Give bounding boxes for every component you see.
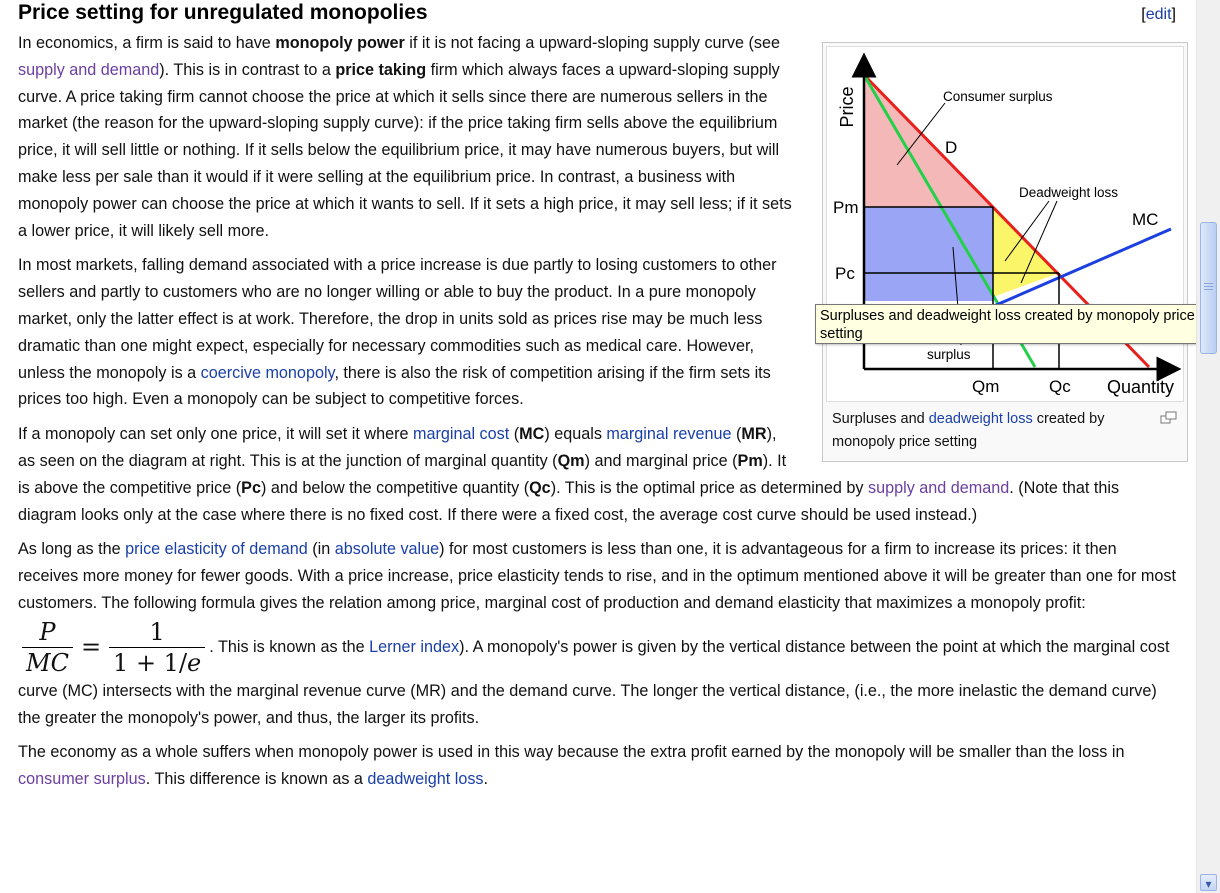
monopoly-diagram[interactable] <box>826 46 1184 402</box>
demand-label: D <box>945 138 958 157</box>
quantity-axis-label: Quantity <box>1107 377 1175 397</box>
deadweight-loss-label: Deadweight loss <box>1019 185 1119 200</box>
producer-surplus-region <box>864 207 993 301</box>
marginal-revenue-link[interactable]: marginal revenue <box>606 425 732 444</box>
figure-tooltip: Surpluses and deadweight loss created by monopoly price setting <box>815 304 1217 344</box>
section-heading-row <box>18 0 1176 30</box>
magnify-clip-icon[interactable] <box>1160 410 1178 424</box>
coercive-monopoly-link[interactable]: coercive monopoly <box>200 363 335 382</box>
price-elasticity-link[interactable]: price elasticity of demand <box>125 540 308 559</box>
marginal-cost-link[interactable]: marginal cost <box>412 425 510 444</box>
qc-label: Qc <box>1049 377 1071 396</box>
pm-label: Pm <box>833 198 859 217</box>
pc-label: Pc <box>835 264 855 283</box>
edit-link[interactable]: edit <box>1145 6 1172 23</box>
paragraph-2: In most markets, falling demand associated with a price increase is due partly to losing customers to other sellers and partly to customers who are no longer willing or able to buy the product. In a pure monopoly market, only the latter effect is at work. Therefore, the drop in units sold as prices rise may be much less dramatic than one might expect, especially for necessary commodities such as medical care. However, unless the monopoly is a coercive monopoly, there is also the risk of competition arising if the firm sets its prices too high. Even a monopoly can be subject to competitive forces. <box>18 256 777 409</box>
qm-label: Qm <box>972 377 1000 396</box>
price-axis-label: Price <box>837 86 857 128</box>
paragraph-5: The economy as a whole suffers when monopoly power is used in this way because the extra profit earned by the monopoly will be smaller than the loss in consumer surplus. This difference is known as a deadweight loss. <box>18 743 1125 789</box>
supply-and-demand-link[interactable]: supply and demand <box>18 60 160 79</box>
figure-thumbnail <box>822 42 1188 462</box>
producer-surplus-label: surplus <box>927 347 971 362</box>
monopoly-diagram-svg <box>827 47 1183 401</box>
deadweight-loss-link[interactable]: deadweight loss <box>367 770 484 789</box>
paragraph-3: If a monopoly can set only one price, it will set it where marginal cost (MC) equals marginal revenue (MR), as seen on the diagram at right. This is at the junction of marginal quantity (Qm) and marginal price (Pm). It is above the competitive price (Pc) and below the competitive quantity (Qc). This is the optimal price as determined by supply and demand. (Note that this diagram looks only at the case where there is no fixed cost. If there were a fixed cost, the average cost curve should be used instead.) <box>18 425 1120 524</box>
supply-and-demand-link-2[interactable]: supply and demand <box>868 478 1010 497</box>
edit-section: [edit] <box>1141 6 1176 23</box>
figure-caption: Surpluses and deadweight loss created by monopoly price setting <box>826 402 1184 454</box>
deadweight-loss-caption-link[interactable]: deadweight loss <box>928 411 1033 427</box>
scroll-down-arrow-icon[interactable]: ▾ <box>1200 874 1217 891</box>
paragraph-1: In economics, a firm is said to have monopoly power if it is not facing a upward-sloping supply curve (see supply and demand). This is in contrast to a price taking firm which always faces a upward-sloping supply curve. A price taking firm cannot choose the price at which it sells since there are numerous sellers in the market (the reason for the upward-sloping supply curve): if the price taking firm sells above the equilibrium price, it will sell little or nothing. If it sells below the equilibrium price, it may have numerous buyers, but will make less per sale than it would if it were selling at the equilibrium price. In contrast, a business with monopoly power can choose the price at which it wants to sell. If it sets a high price, it may sell less; if it sets a lower price, it will likely sell more. <box>18 34 792 240</box>
section-title: Price setting for unregulated monopolies <box>18 1 428 24</box>
consumer-surplus-label: Consumer surplus <box>943 89 1053 104</box>
absolute-value-link[interactable]: absolute value <box>334 540 440 559</box>
mc-label: MC <box>1132 210 1159 229</box>
consumer-surplus-link[interactable]: consumer surplus <box>18 770 146 789</box>
scrollbar-thumb[interactable] <box>1200 222 1217 354</box>
lerner-index-link[interactable]: Lerner index <box>369 637 460 656</box>
lerner-formula: $\frac{P}{MC}$ = $\frac{1}{1 + 1/e}$ <box>22 617 205 678</box>
vertical-scrollbar[interactable] <box>1196 0 1220 893</box>
paragraph-4: As long as the price elasticity of demand (in absolute value) for most customers is less than one, it is advantageous for a firm to increase its prices: it then receives more money for fewer goods. With a price increase, price elasticity tends to rise, and in the optimum mentioned above it will be greater than one for most customers. The following formula gives the relation among price, marginal cost of production and demand elasticity that maximizes a monopoly profit: $\frac{P}{MC}$ = $\frac{1}{1 + 1/e}$ . This is known as the Lerner index). A monopoly's power is given by the vertical distance between the point at which the marginal cost curve (MC) intersects with the marginal revenue curve (MR) and the demand curve. The longer the vertical distance, (i.e., the more inelastic the demand curve) the greater the monopoly's power, and thus, the larger its profits. <box>18 540 1176 727</box>
